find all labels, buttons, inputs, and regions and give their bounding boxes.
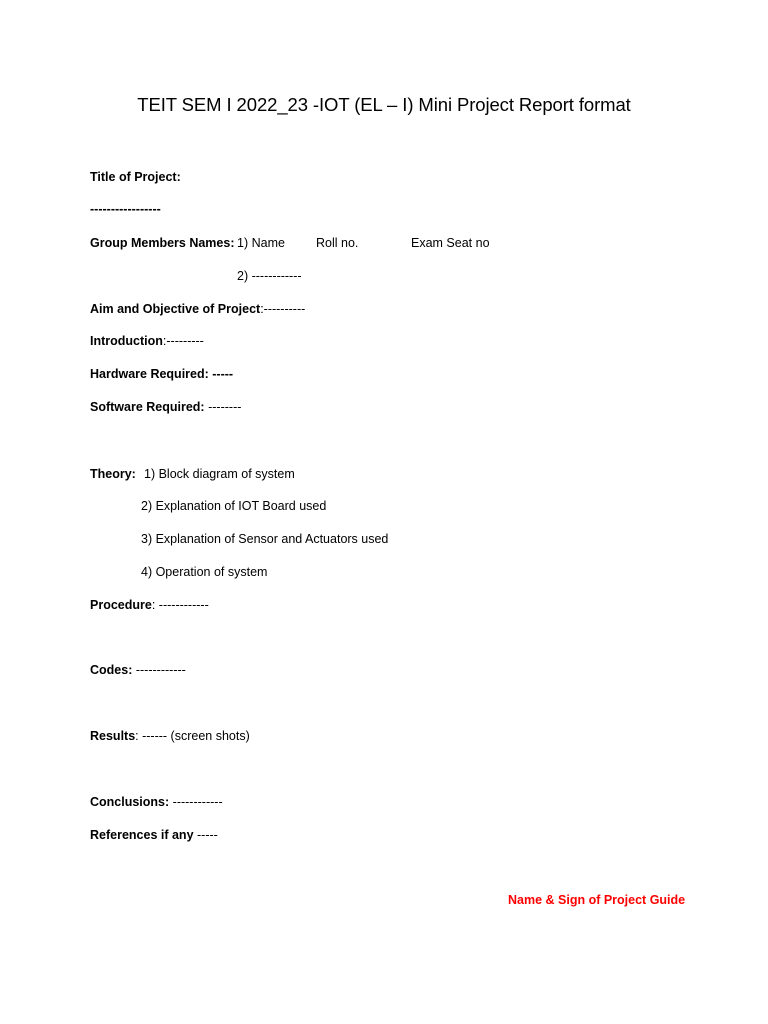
conclusions-row — [90, 794, 223, 810]
roll-no-column: Roll no. — [316, 236, 359, 250]
results-value: : ------ (screen shots) — [135, 729, 250, 743]
theory-row — [90, 466, 136, 482]
group-members-row — [90, 235, 234, 251]
aim-label: Aim and Objective of Project — [90, 302, 261, 316]
introduction-value: :--------- — [162, 334, 204, 348]
codes-label: Codes: — [90, 663, 133, 677]
software-row — [90, 399, 241, 415]
group-member-2: 2) ------------ — [237, 269, 302, 283]
theory-item: 3) Explanation of Sensor and Actuators used — [141, 532, 389, 546]
title-of-project-label: Title of Project: — [90, 170, 181, 184]
aim-row — [90, 301, 305, 317]
hardware-label: Hardware Required: — [90, 367, 209, 381]
references-value: ----- — [197, 828, 218, 842]
software-value: -------- — [208, 400, 242, 414]
group-member-1: 1) Name — [237, 236, 285, 250]
theory-item: 1) Block diagram of system — [144, 467, 295, 481]
results-row — [90, 728, 250, 744]
results-label: Results — [90, 729, 136, 743]
aim-value: :---------- — [260, 302, 306, 316]
procedure-row — [90, 597, 209, 613]
title-of-project-dashes: ----------------- — [90, 202, 161, 216]
references-row — [90, 827, 218, 843]
conclusions-value: ------------ — [172, 795, 223, 809]
codes-value: ------------ — [135, 663, 186, 677]
codes-row — [90, 662, 186, 678]
project-guide-signature: Name & Sign of Project Guide — [508, 893, 686, 907]
hardware-value: ----- — [212, 367, 234, 381]
procedure-value: : ------------ — [151, 598, 209, 612]
theory-item: 4) Operation of system — [141, 565, 268, 579]
software-label: Software Required: — [90, 400, 205, 414]
procedure-label: Procedure — [90, 598, 152, 612]
theory-label: Theory: — [90, 467, 136, 481]
exam-seat-column: Exam Seat no — [411, 236, 490, 250]
title-of-project-row — [90, 169, 181, 185]
introduction-row — [90, 333, 204, 349]
title-of-project-value — [90, 201, 161, 217]
hardware-row — [90, 366, 233, 382]
conclusions-label: Conclusions: — [90, 795, 170, 809]
introduction-label: Introduction — [90, 334, 163, 348]
document-title: TEIT SEM I 2022_23 -IOT (EL – I) Mini Project Report format — [137, 94, 631, 115]
group-members-label: Group Members Names: — [90, 236, 235, 250]
references-label: References if any — [90, 828, 194, 842]
theory-item: 2) Explanation of IOT Board used — [141, 499, 327, 513]
